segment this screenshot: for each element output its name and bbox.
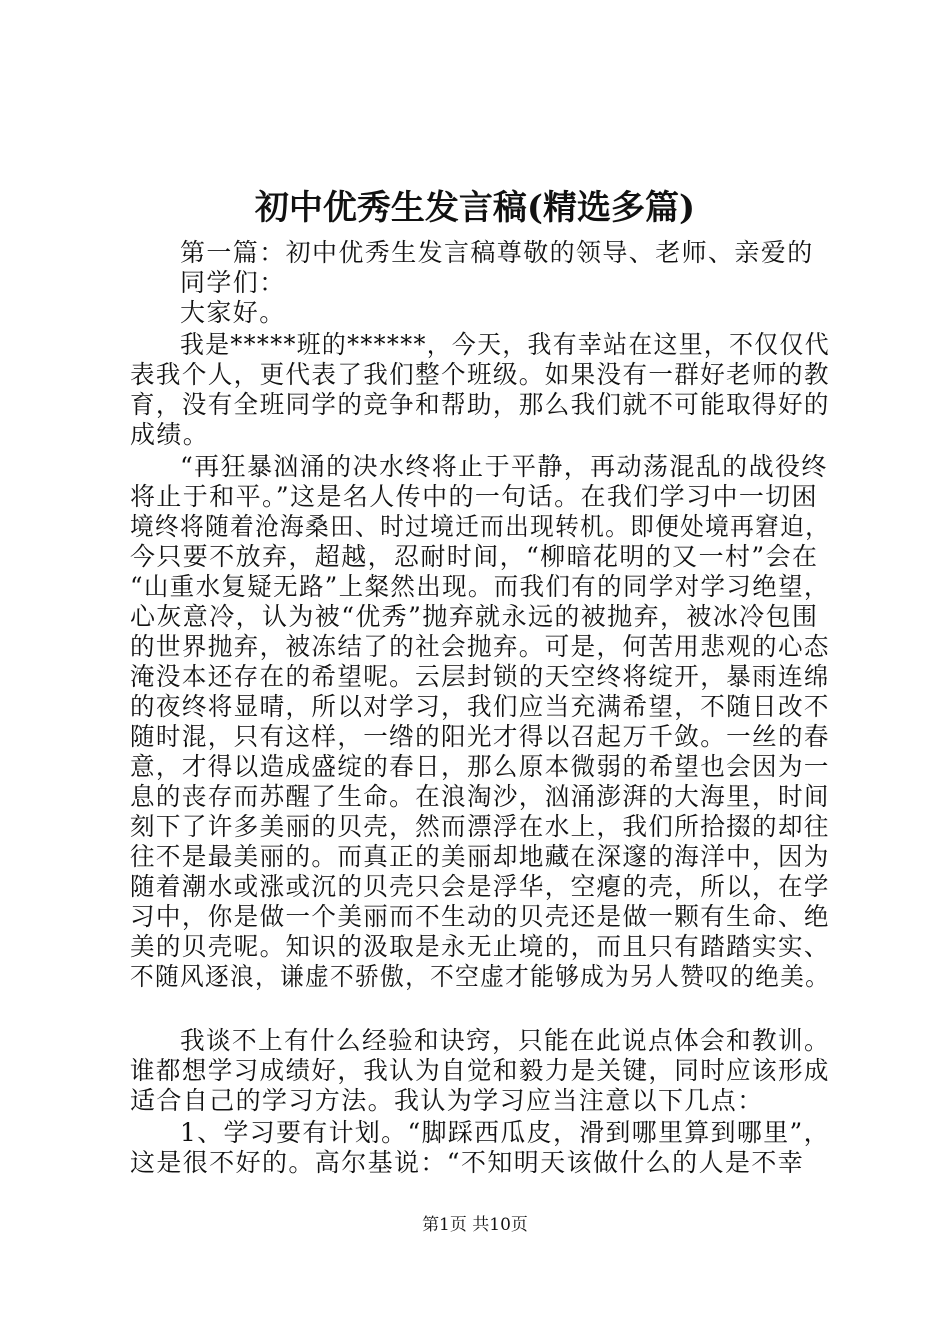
text-line: “再狂暴汹涌的决水终将止于平静，再动荡混乱的战役终 xyxy=(180,452,828,481)
text-line: 1、学习要有计划。“脚踩西瓜皮，滑到哪里算到哪里”， xyxy=(180,1118,830,1147)
text-line: 习中，你是做一个美丽而不生动的贝壳还是做一颗有生命、绝 xyxy=(130,902,830,931)
text-line: 大家好。 xyxy=(180,298,286,327)
text-line: “山重水复疑无路”上粲然出现。而我们有的同学对学习绝望， xyxy=(130,572,830,601)
text-line: 第一篇：初中优秀生发言稿尊敬的领导、老师、亲爱的 xyxy=(180,238,814,267)
page-footer: 第1页 共10页 xyxy=(422,1215,528,1235)
text-line: 我谈不上有什么经验和诀窍，只能在此说点体会和教训。 xyxy=(180,1026,831,1055)
text-line: 随着潮水或涨或沉的贝壳只会是浮华，空瘪的壳，所以，在学 xyxy=(130,872,830,901)
text-line: 的夜终将显晴，所以对学习，我们应当充满希望，不随日改不 xyxy=(130,692,830,721)
text-line: 息的丧存而苏醒了生命。在浪淘沙，汹涌澎湃的大海里，时间 xyxy=(130,782,830,811)
text-line: 淹没本还存在的希望呢。云层封锁的天空终将绽开，暴雨连绵 xyxy=(130,662,830,691)
text-line: 往不是最美丽的。而真正的美丽却地藏在深邃的海洋中，因为 xyxy=(130,842,830,871)
text-line: 心灰意冷，认为被“优秀”抛弃就永远的被抛弃，被冰冷包围 xyxy=(130,602,819,631)
text-line: 将止于和平。”这是名人传中的一句话。在我们学习中一切困 xyxy=(130,482,819,511)
text-line: 谁都想学习成绩好，我认为自觉和毅力是关键，同时应该形成 xyxy=(130,1056,830,1085)
text-line: 境终将随着沧海桑田、时过境迁而出现转机。即便处境再窘迫， xyxy=(130,512,831,541)
text-line: 育，没有全班同学的竞争和帮助，那么我们就不可能取得好的 xyxy=(130,390,830,419)
text-line: 同学们： xyxy=(180,268,286,297)
text-line: 美的贝壳呢。知识的汲取是永无止境的，而且只有踏踏实实、 xyxy=(130,932,830,961)
text-line: 随时混，只有这样，一绺的阳光才得以召起万千敛。一丝的春 xyxy=(130,722,830,751)
text-line: 今只要不放弃，超越，忍耐时间，“柳暗花明的又一村”会在 xyxy=(130,542,819,571)
text-line: 表我个人，更代表了我们整个班级。如果没有一群好老师的教 xyxy=(130,360,830,389)
text-line: 意，才得以造成盛绽的春日，那么原本微弱的希望也会因为一 xyxy=(130,752,830,781)
text-line: 刻下了许多美丽的贝壳，然而漂浮在水上，我们所拾掇的却往 xyxy=(130,812,830,841)
text-line: 这是很不好的。高尔基说：“不知明天该做什么的人是不幸 xyxy=(130,1148,805,1177)
text-line: 不随风逐浪，谦虚不骄傲，不空虚才能够成为另人赞叹的绝美。 xyxy=(130,962,831,991)
text-line: 的世界抛弃，被冻结了的社会抛弃。可是，何苦用悲观的心态 xyxy=(130,632,830,661)
document-title: 初中优秀生发言稿(精选多篇) xyxy=(254,188,696,228)
text-line: 成绩。 xyxy=(130,420,210,449)
text-line: 我是*****班的******，今天，我有幸站在这里，不仅仅代 xyxy=(180,330,830,359)
text-line: 适合自己的学习方法。我认为学习应当注意以下几点： xyxy=(130,1086,764,1115)
